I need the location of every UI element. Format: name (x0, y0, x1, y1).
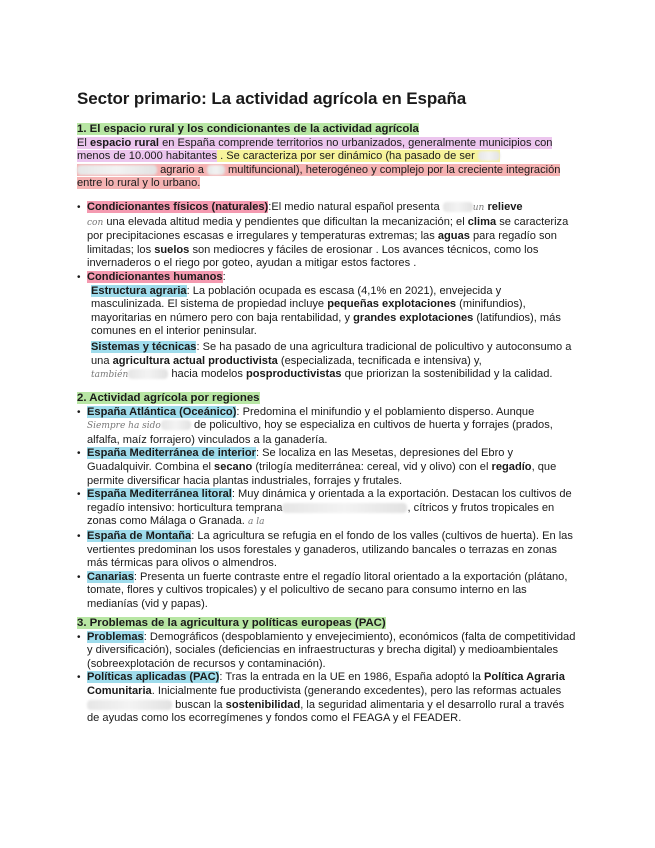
estructura-paragraph (77, 285, 577, 339)
sistemas-text-b: (especializada, tecnificada e intensiva) y, (277, 354, 482, 367)
fisicos-term-aguas: aguas (437, 230, 470, 243)
intro-text-a: El (77, 136, 90, 149)
estructura-text-a: : La población ocupada es escasa (4,1% en 2021), envejecida y masculinizada. El sistema de propiedad incluye (91, 284, 502, 311)
section-1-intro (77, 137, 577, 191)
list-item (77, 671, 577, 725)
section-2 (77, 392, 577, 612)
redaction-mark (161, 420, 191, 430)
atlantica-label: España Atlántica (Oceánico) (87, 405, 237, 418)
section-3-heading (77, 617, 577, 631)
sistemas-paragraph (77, 341, 577, 383)
redaction-mark (87, 700, 172, 710)
estructura-label: Estructura agraria (91, 284, 187, 297)
intro-red (77, 164, 560, 190)
handwritten-note: con (87, 217, 104, 228)
sistemas-text-c: hacia modelos (168, 368, 246, 381)
medlit-text-b: , cítricos y frutos tropicales en zonas como Málaga o Granada. (87, 501, 555, 528)
colon: : (222, 270, 226, 283)
intro-text-f: multifuncional), heterogéneo y complejo por la creciente integración entre lo rural y lo urbano. (77, 163, 561, 190)
term-grandes: grandes explotaciones (353, 311, 474, 324)
list-item (77, 271, 577, 285)
fisicos-label: Condicionantes físicos (naturales) (87, 201, 269, 213)
estructura-text-b: (minifundios), mayoritarias en número pero con baja rentabilidad, y (91, 298, 526, 324)
term-regadio: regadío (491, 460, 532, 473)
handwritten-note: Siempre ha sido (87, 421, 161, 432)
list-item (77, 571, 577, 612)
fisicos-text-c: una elevada altitud media y pendientes que dificultan la mecanización; el (103, 215, 468, 228)
redaction-mark (282, 503, 407, 513)
fisicos-term-clima: clima (467, 215, 497, 228)
fisicos-term-suelos: suelos (154, 243, 190, 256)
montana-label: España de Montaña (87, 529, 192, 542)
intro-text-d: . Se caracteriza por ser dinámico (ha pasado de ser (217, 150, 478, 163)
politicas-text-a: : Tras la entrada en la UE en 1986, España adoptó la (219, 671, 484, 684)
list-item (77, 406, 577, 448)
intro-term: espacio rural (89, 136, 160, 149)
fisicos-text-a: :El medio natural español presenta (268, 201, 443, 213)
list-item (77, 201, 577, 271)
list-item (77, 488, 577, 530)
redaction-mark (77, 165, 157, 175)
sistemas-text-a: : Se ha pasado de una agricultura tradicional de policultivo y autoconsumo a una (91, 340, 572, 367)
handwritten-note: a la (247, 517, 265, 528)
politicas-label: Políticas aplicadas (PAC) (87, 671, 220, 684)
list-item (77, 447, 577, 488)
politicas-text-c: buscan la (172, 698, 226, 711)
problemas-text: : Demográficos (despoblamiento y envejecimiento), económicos (falta de competitividad y diversificación), sociales (deficiencias en infraestructuras y brecha digital) y medioambientales (sobreexplotación de recursos y contaminación). (87, 630, 576, 670)
section-3 (77, 617, 577, 726)
politicas-text-d: , la seguridad alimentaria y el desarrollo rural a través de ayudas como los ecorregímenes y fondos como el FEAGA y el FEADER. (87, 698, 565, 725)
section-1 (77, 123, 577, 191)
medlit-text-a: : Muy dinámica y orientada a la exportación. Destacan los cultivos de regadío intensivo: horticultura temprana (87, 488, 572, 514)
medint-text-a: : Se localiza en las Mesetas, depresiones del Ebro y Guadalquivir. Combina el (87, 447, 514, 473)
atlantica-text-b: de policultivo, hoy se especializa en cultivos de huerta y forrajes (prados, alfalfa, maíz forrajero) vinculados a la ganadería. (87, 419, 553, 446)
medint-label: España Mediterránea de interior (87, 447, 256, 460)
list-item (77, 631, 577, 672)
section-1-heading (77, 123, 577, 137)
sistemas-text-d: que priorizan la sostenibilidad y la calidad. (341, 368, 553, 381)
estructura-text-c: (latifundios), más comunes en el interior peninsular. (91, 311, 561, 338)
term-secano: secano (214, 460, 253, 473)
intro-text-e: agrario a (157, 163, 207, 176)
handwritten-note: un (472, 203, 485, 213)
term-sostenibilidad: sostenibilidad (225, 698, 301, 711)
medint-text-c: , que permite diversificar hacia plantas industriales, forrajes y frutales. (87, 460, 557, 487)
section-2-heading-text: 2. Actividad agrícola por regiones (77, 392, 260, 404)
intro-text-c: en España comprende territorios no urbanizados, generalmente municipios con menos de 10.000 habitantes (77, 136, 553, 163)
canarias-label: Canarias (87, 570, 134, 583)
redaction-mark (207, 165, 225, 175)
medlit-label: España Mediterránea litoral (87, 488, 232, 501)
politicas-text-b: . Inicialmente fue productivista (generando excedentes), pero las reformas actuales (151, 684, 562, 697)
fisicos-text-e: para regadío son limitadas; los (87, 230, 557, 256)
section-2-heading (77, 392, 577, 406)
montana-text: : La agricultura se refugia en el fondo de los valles (cultivos de huerta). En las vertientes predominan los usos forestales y ganaderos, utilizando bancales o terrazas en zonas más térmicas para olivos o almendros. (87, 529, 573, 570)
medint-text-b: (trilogía mediterránea: cereal, vid y olivo) con el (252, 460, 492, 473)
intro-yellow (217, 150, 500, 162)
page-title: Sector primario: La actividad agrícola en España (77, 89, 467, 108)
section-1-heading-text: 1. El espacio rural y los condicionantes de la actividad agrícola (77, 123, 419, 135)
section-3-heading-text: 3. Problemas de la agricultura y políticas europeas (PAC) (77, 617, 386, 629)
fisicos-text-d: se caracteriza por precipitaciones escasas e irregulares y temperaturas extremas; las (87, 215, 569, 243)
redaction-mark (478, 151, 500, 161)
redaction-mark (443, 202, 473, 212)
canarias-text: : Presenta un fuerte contraste entre el regadío litoral orientado a la exportación (plátano, tomate, flores y cultivos tropicales) y el policultivo de secano para consumo interno en las medianías (vid y papas). (87, 570, 568, 610)
fisicos-text-f: son mediocres y fáciles de erosionar . Los avances técnicos, como los invernaderos o el riego por goteo, ayudan a mitigar estos factores . (87, 243, 539, 270)
term-posprod: posproductivistas (245, 368, 342, 381)
term-actual: agricultura actual productivista (112, 354, 278, 367)
handwritten-note: también (91, 370, 129, 381)
fisicos-term-relieve: relieve (484, 201, 523, 213)
sistemas-label: Sistemas y técnicas (91, 340, 197, 353)
list-item (77, 530, 577, 571)
redaction-mark (128, 369, 168, 379)
atlantica-text-a: : Predomina el minifundio y el poblamiento disperso. Aunque (236, 405, 535, 418)
section-1-list (77, 201, 577, 383)
term-pac: Política Agraria Comunitaria (87, 671, 565, 697)
term-pequenas: pequeñas explotaciones (327, 298, 457, 311)
problemas-label: Problemas (87, 630, 144, 643)
humanos-label: Condicionantes humanos (87, 270, 223, 283)
